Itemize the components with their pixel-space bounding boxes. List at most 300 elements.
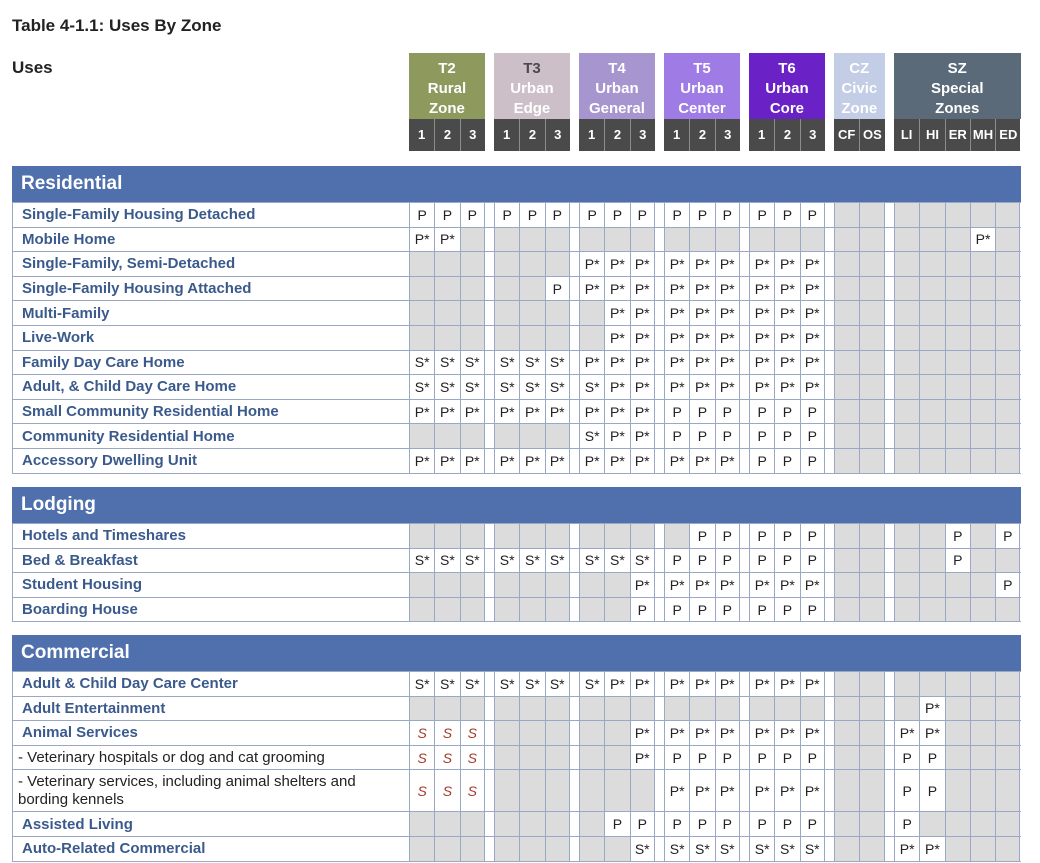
permission-cell — [945, 228, 970, 252]
permission-cell — [834, 524, 859, 548]
zone-header-line: T2 — [438, 60, 456, 77]
permission-cell — [945, 252, 970, 276]
table-row — [12, 252, 1021, 277]
zone-header-line: SZ — [947, 60, 967, 77]
permission-cell: S* — [579, 375, 604, 399]
permission-cell — [460, 837, 485, 861]
permission-cell: P* — [749, 375, 774, 399]
permission-cell — [919, 351, 944, 375]
permission-cell: S* — [460, 549, 485, 573]
permission-cell — [604, 598, 629, 622]
permission-cell: S* — [579, 424, 604, 448]
table-row — [12, 837, 1021, 862]
subzone-label: LI — [894, 119, 919, 151]
permission-cell: P — [689, 549, 714, 573]
permission-cell: P — [945, 524, 970, 548]
permission-cell — [834, 812, 859, 836]
permission-cell — [519, 812, 544, 836]
permission-cell — [579, 326, 604, 350]
permission-cell — [519, 573, 544, 597]
zone-header-t2 — [409, 53, 485, 119]
permission-cell: S* — [630, 837, 655, 861]
use-label: Adult & Child Day Care Center — [12, 672, 401, 696]
permission-cell: P — [689, 598, 714, 622]
permission-cell — [579, 697, 604, 721]
permission-cell: P* — [919, 697, 944, 721]
permission-cell — [834, 228, 859, 252]
permission-cell — [774, 228, 799, 252]
permission-cell: P* — [774, 573, 799, 597]
permission-cell — [919, 228, 944, 252]
permission-cell: P* — [715, 301, 740, 325]
permission-cell: P* — [800, 252, 825, 276]
permission-cell — [519, 301, 544, 325]
permission-cell: P — [604, 812, 629, 836]
permission-cell: P — [894, 812, 919, 836]
use-label: Single-Family Housing Attached — [12, 277, 401, 301]
permission-cell — [945, 770, 970, 811]
permission-cell — [460, 326, 485, 350]
permission-cell — [545, 721, 570, 745]
permission-cell: P — [630, 598, 655, 622]
permission-cell: P* — [630, 252, 655, 276]
permission-cell — [894, 697, 919, 721]
permission-cell — [919, 203, 944, 227]
permission-cell: S* — [434, 549, 459, 573]
permission-cell — [604, 524, 629, 548]
permission-cell: P* — [689, 573, 714, 597]
permission-cell: P* — [800, 277, 825, 301]
zone-header-line: T5 — [693, 60, 711, 77]
permission-cell — [460, 252, 485, 276]
permission-cell — [434, 573, 459, 597]
permission-cell — [604, 228, 629, 252]
table-row — [12, 301, 1021, 326]
permission-cell: P* — [664, 770, 689, 811]
use-label: Bed & Breakfast — [12, 549, 401, 573]
permission-cell — [494, 746, 519, 770]
permission-cell — [604, 770, 629, 811]
permission-cell — [970, 375, 995, 399]
permission-cell: S — [460, 721, 485, 745]
table-row — [12, 721, 1021, 746]
permission-cell: P* — [749, 770, 774, 811]
permission-cell — [494, 301, 519, 325]
permission-cell — [919, 400, 944, 424]
permission-cell — [894, 400, 919, 424]
permission-cell — [919, 598, 944, 622]
permission-cell: P — [664, 424, 689, 448]
permission-cell: P* — [579, 277, 604, 301]
zone-header-line: Edge — [513, 100, 551, 117]
permission-cell — [945, 721, 970, 745]
permission-cell: S — [409, 721, 434, 745]
permission-cell: P* — [604, 301, 629, 325]
permission-cell: P* — [519, 449, 544, 473]
permission-cell — [859, 524, 884, 548]
permission-cell — [409, 301, 434, 325]
subzone-label: 3 — [545, 119, 570, 151]
permission-cell — [834, 351, 859, 375]
permission-cell — [749, 228, 774, 252]
permission-cell — [919, 449, 944, 473]
permission-cell — [519, 598, 544, 622]
use-label: Student Housing — [12, 573, 401, 597]
permission-cell — [894, 228, 919, 252]
permission-cell — [919, 301, 944, 325]
permission-cell: P* — [630, 277, 655, 301]
permission-cell: P — [715, 400, 740, 424]
permission-cell: S* — [545, 375, 570, 399]
permission-cell — [545, 837, 570, 861]
permission-cell — [995, 549, 1020, 573]
use-label: Adult Entertainment — [12, 697, 401, 721]
zone-header-cz — [834, 53, 885, 119]
permission-cell — [494, 770, 519, 811]
table-row — [12, 277, 1021, 302]
permission-cell — [460, 812, 485, 836]
permission-cell — [945, 326, 970, 350]
permission-cell — [894, 375, 919, 399]
use-label: Hotels and Timeshares — [12, 524, 401, 548]
zone-header-line: Center — [678, 100, 726, 117]
permission-cell — [545, 573, 570, 597]
permission-cell — [834, 203, 859, 227]
table-row — [12, 228, 1021, 253]
subzone-label: ER — [945, 119, 970, 151]
permission-cell — [894, 449, 919, 473]
subzone-label: 1 — [409, 119, 434, 151]
permission-cell: P* — [604, 449, 629, 473]
permission-cell — [494, 573, 519, 597]
permission-cell — [970, 203, 995, 227]
permission-cell: P* — [630, 301, 655, 325]
permission-cell — [859, 351, 884, 375]
permission-cell — [945, 400, 970, 424]
permission-cell: S* — [494, 351, 519, 375]
permission-cell — [859, 721, 884, 745]
permission-cell: P* — [800, 721, 825, 745]
permission-cell: P — [749, 424, 774, 448]
permission-cell: S* — [494, 375, 519, 399]
permission-cell — [859, 746, 884, 770]
permission-cell — [460, 598, 485, 622]
permission-cell: P — [494, 203, 519, 227]
permission-cell — [919, 549, 944, 573]
zone-header-line: T4 — [608, 60, 626, 77]
subzone-label: 3 — [800, 119, 825, 151]
permission-cell — [689, 228, 714, 252]
permission-cell: P* — [749, 301, 774, 325]
permission-cell: P* — [774, 252, 799, 276]
permission-cell — [945, 746, 970, 770]
zone-header-line: CZ — [849, 60, 870, 77]
permission-cell — [579, 721, 604, 745]
permission-cell: S — [460, 770, 485, 811]
permission-cell — [834, 424, 859, 448]
permission-cell: S* — [519, 672, 544, 696]
permission-cell: P* — [919, 837, 944, 861]
permission-cell — [945, 598, 970, 622]
permission-cell — [630, 524, 655, 548]
table-row — [12, 549, 1021, 574]
permission-cell: P — [800, 424, 825, 448]
permission-cell — [434, 837, 459, 861]
permission-cell — [995, 812, 1020, 836]
permission-cell: P — [995, 573, 1020, 597]
permission-cell: P* — [749, 277, 774, 301]
permission-cell: S* — [460, 375, 485, 399]
permission-cell: S* — [434, 672, 459, 696]
permission-cell — [945, 301, 970, 325]
permission-cell — [494, 812, 519, 836]
permission-cell — [945, 672, 970, 696]
permission-cell: P* — [664, 351, 689, 375]
permission-cell — [919, 375, 944, 399]
subzone-label: 2 — [689, 119, 714, 151]
subzone-label: 1 — [664, 119, 689, 151]
permission-cell — [545, 746, 570, 770]
permission-cell — [894, 524, 919, 548]
permission-cell — [995, 277, 1020, 301]
zone-subcolumns — [579, 119, 655, 151]
permission-cell: S* — [715, 837, 740, 861]
permission-cell: P — [715, 746, 740, 770]
permission-cell: P* — [604, 351, 629, 375]
permission-cell — [579, 837, 604, 861]
zone-header-line: T6 — [778, 60, 796, 77]
permission-cell — [409, 598, 434, 622]
use-label: Single-Family, Semi-Detached — [12, 252, 401, 276]
table-row — [12, 573, 1021, 598]
permission-cell: P* — [800, 301, 825, 325]
permission-cell: P* — [749, 672, 774, 696]
permission-cell: P — [774, 203, 799, 227]
permission-cell: P — [800, 549, 825, 573]
subzone-label: 2 — [434, 119, 459, 151]
permission-cell — [519, 524, 544, 548]
permission-cell — [834, 252, 859, 276]
permission-cell — [494, 598, 519, 622]
permission-cell — [519, 277, 544, 301]
permission-cell — [409, 573, 434, 597]
permission-cell — [434, 524, 459, 548]
permission-cell: P — [919, 746, 944, 770]
permission-cell — [519, 326, 544, 350]
permission-cell: P* — [800, 375, 825, 399]
permission-cell — [494, 326, 519, 350]
permission-cell: P — [689, 400, 714, 424]
permission-cell — [945, 812, 970, 836]
permission-cell — [970, 400, 995, 424]
permission-cell: P — [749, 746, 774, 770]
permission-cell: P* — [579, 449, 604, 473]
permission-cell — [970, 672, 995, 696]
zone-header-t4 — [579, 53, 655, 119]
permission-cell: P* — [800, 672, 825, 696]
permission-cell: P — [664, 400, 689, 424]
permission-cell — [995, 252, 1020, 276]
zone-header-line: Urban — [510, 80, 554, 97]
permission-cell — [945, 375, 970, 399]
permission-cell: P — [749, 449, 774, 473]
permission-cell: P* — [460, 449, 485, 473]
permission-cell: P* — [630, 449, 655, 473]
permission-cell: P* — [894, 837, 919, 861]
permission-cell: P — [774, 400, 799, 424]
permission-cell — [434, 697, 459, 721]
table-row — [12, 697, 1021, 722]
zone-header-line: General — [589, 100, 645, 117]
permission-cell — [630, 770, 655, 811]
permission-cell: P* — [715, 375, 740, 399]
zone-header-line: T3 — [523, 60, 541, 77]
permission-cell — [970, 252, 995, 276]
permission-cell — [409, 326, 434, 350]
permission-cell — [945, 203, 970, 227]
permission-cell — [579, 770, 604, 811]
permission-cell — [519, 746, 544, 770]
permission-cell — [579, 746, 604, 770]
zone-header-line: Rural — [427, 80, 467, 97]
permission-cell: P — [715, 424, 740, 448]
permission-cell — [894, 549, 919, 573]
permission-cell: P — [545, 277, 570, 301]
permission-cell: P* — [689, 277, 714, 301]
permission-cell — [919, 812, 944, 836]
permission-cell — [494, 277, 519, 301]
permission-cell: S* — [494, 549, 519, 573]
permission-cell: P* — [579, 351, 604, 375]
permission-cell: P — [774, 549, 799, 573]
permission-cell: S* — [409, 351, 434, 375]
subzone-label: MH — [970, 119, 995, 151]
table-row — [12, 424, 1021, 449]
permission-cell — [919, 326, 944, 350]
permission-cell — [409, 252, 434, 276]
use-label: - Veterinary hospitals or dog and cat grooming — [12, 746, 401, 770]
permission-cell: P — [630, 203, 655, 227]
permission-cell: P — [774, 424, 799, 448]
section-lodging — [12, 487, 1021, 622]
subzone-label: OS — [859, 119, 884, 151]
permission-cell: P* — [630, 351, 655, 375]
permission-cell — [519, 228, 544, 252]
permission-cell — [970, 449, 995, 473]
permission-cell — [460, 301, 485, 325]
table-row — [12, 400, 1021, 425]
permission-cell: P — [664, 203, 689, 227]
zone-header-line: Civic — [841, 80, 878, 97]
permission-cell: P* — [664, 721, 689, 745]
permission-cell: P — [689, 746, 714, 770]
permission-cell — [945, 277, 970, 301]
permission-cell — [970, 524, 995, 548]
subzone-label: 2 — [774, 119, 799, 151]
permission-cell: P* — [689, 721, 714, 745]
permission-cell — [970, 326, 995, 350]
permission-cell — [409, 524, 434, 548]
use-label: Small Community Residential Home — [12, 400, 401, 424]
permission-cell: S — [460, 746, 485, 770]
permission-cell: P — [689, 524, 714, 548]
permission-cell: P* — [689, 351, 714, 375]
permission-cell: P* — [579, 252, 604, 276]
permission-cell — [970, 351, 995, 375]
permission-cell — [945, 573, 970, 597]
permission-cell: P — [715, 812, 740, 836]
permission-cell — [630, 228, 655, 252]
permission-cell: P* — [545, 400, 570, 424]
use-label: Adult, & Child Day Care Home — [12, 375, 401, 399]
permission-cell: P* — [579, 400, 604, 424]
permission-cell — [460, 228, 485, 252]
permission-cell: P* — [604, 400, 629, 424]
permission-cell: P — [715, 203, 740, 227]
permission-cell — [579, 228, 604, 252]
permission-cell: P* — [409, 449, 434, 473]
permission-cell — [834, 770, 859, 811]
permission-cell — [834, 573, 859, 597]
permission-cell — [859, 375, 884, 399]
permission-cell — [859, 301, 884, 325]
section-heading: Commercial — [12, 635, 1021, 671]
permission-cell: P* — [664, 326, 689, 350]
uses-column-heading: Uses — [12, 58, 53, 77]
permission-cell — [894, 573, 919, 597]
permission-cell — [834, 549, 859, 573]
permission-cell: S* — [519, 549, 544, 573]
permission-cell: P — [460, 203, 485, 227]
permission-cell — [894, 203, 919, 227]
permission-cell: P — [774, 449, 799, 473]
use-label: Animal Services — [12, 721, 401, 745]
permission-cell: P* — [749, 573, 774, 597]
permission-cell — [494, 228, 519, 252]
permission-cell — [919, 277, 944, 301]
permission-cell — [604, 697, 629, 721]
permission-cell: P* — [689, 375, 714, 399]
permission-cell — [995, 746, 1020, 770]
permission-cell: S* — [545, 672, 570, 696]
permission-cell: P* — [409, 400, 434, 424]
permission-cell — [460, 697, 485, 721]
permission-cell — [834, 326, 859, 350]
permission-cell: P* — [774, 770, 799, 811]
table-row — [12, 202, 1021, 228]
permission-cell — [519, 837, 544, 861]
permission-cell: P — [630, 812, 655, 836]
permission-cell — [579, 573, 604, 597]
permission-cell: P — [689, 203, 714, 227]
permission-cell: P — [604, 203, 629, 227]
permission-cell: P — [800, 449, 825, 473]
use-label: - Veterinary services, including animal shelters and bording kennels — [12, 770, 401, 811]
permission-cell — [409, 424, 434, 448]
permission-cell: P* — [800, 351, 825, 375]
zone-header-line: Urban — [595, 80, 639, 97]
permission-cell: P — [774, 598, 799, 622]
zone-subcolumns — [664, 119, 740, 151]
permission-cell: P* — [715, 351, 740, 375]
permission-cell — [859, 770, 884, 811]
subzone-label: HI — [919, 119, 944, 151]
permission-cell: P — [749, 549, 774, 573]
permission-cell — [460, 524, 485, 548]
permission-cell — [545, 301, 570, 325]
permission-cell: P* — [630, 400, 655, 424]
permission-cell: P* — [630, 375, 655, 399]
